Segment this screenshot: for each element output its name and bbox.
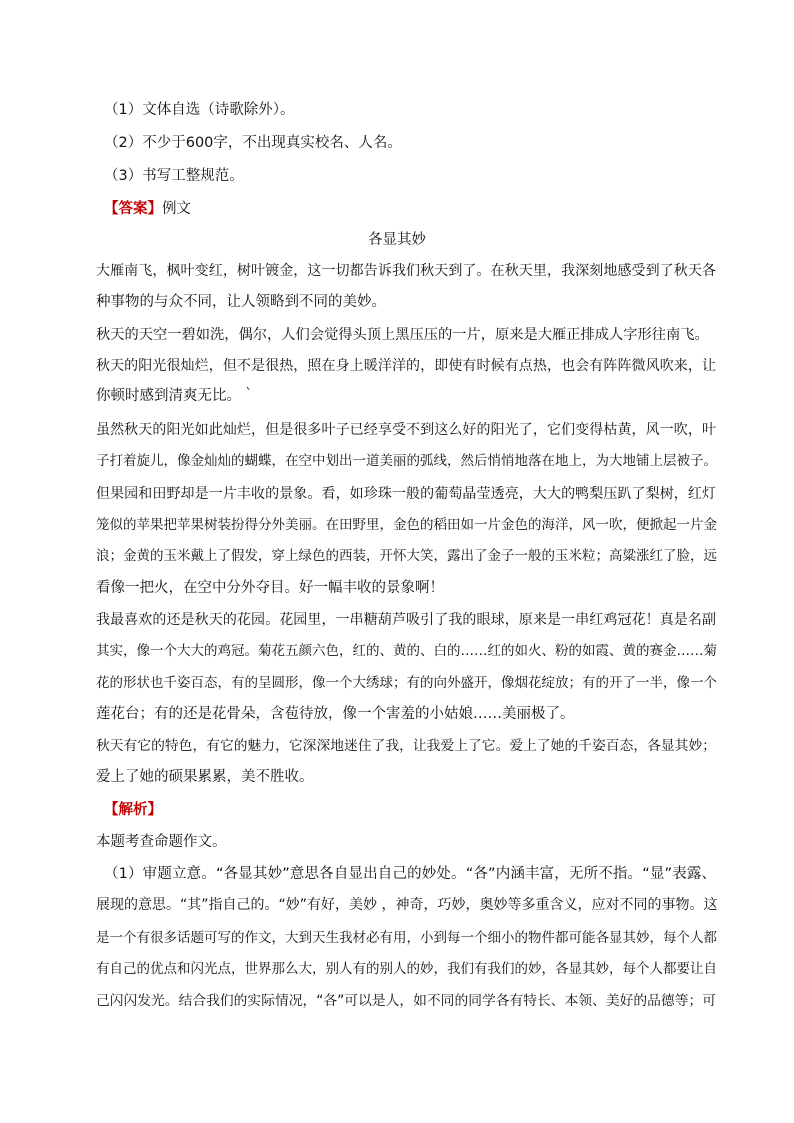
- essay-line: 秋天的天空一碧如洗，偶尔，人们会觉得头顶上黑压压的一片，原来是大雁正排成人字形往南飞。: [96, 327, 709, 343]
- essay-line: 浪；金黄的玉米戴上了假发，穿上绿色的西装，开怀大笑，露出了金子一般的玉米粒；高粱涨红了脸，远: [96, 548, 717, 564]
- essay-line: 爱上了她的硕果累累，美不胜收。: [96, 769, 314, 785]
- analysis-line: 己闪闪发光。结合我们的实际情况，“各”可以是人，如不同的同学各有特长、本领、美好的品德等；可: [96, 993, 716, 1009]
- essay-line: 虽然秋天的阳光如此灿烂，但是很多叶子已经享受不到这么好的阳光了，它们变得枯黄，风一吹，叶: [96, 422, 716, 438]
- analysis-line: 展现的意思。“其”指自己的。“妙”有好，美妙 ，神奇，巧妙，奥妙等多重含义，应对不同的事物。这: [96, 897, 718, 913]
- analysis-line: 有自己的优点和闪光点，世界那么大，别人有的别人的妙，我们有我们的妙，各显其妙，每个人都要让自: [96, 961, 717, 977]
- essay-line: 看像一把火，在空中分外夺目。好一幅丰收的景象啊！: [96, 580, 444, 596]
- requirement-3: （3）书写工整规范。: [104, 168, 244, 184]
- requirement-1: （1）文体自选（诗歌除外）。: [104, 102, 295, 118]
- essay-line: 笼似的苹果把苹果树装扮得分外美丽。在田野里，金色的稻田如一片金色的海洋，风一吹，便掀起一片金: [96, 517, 717, 533]
- essay-line: 我最喜欢的还是秋天的花园。花园里，一串糖葫芦吸引了我的眼球，原来是一串红鸡冠花！真是名副: [96, 612, 716, 628]
- analysis-tag: 【解析】: [104, 802, 162, 818]
- essay-line: 种事物的与众不同，让人领略到不同的美妙。: [96, 294, 386, 310]
- analysis-line: （1）审题立意。“各显其妙”意思各自显出自己的妙处。“各”内涵丰富，无所不指。“显”表露、: [104, 866, 716, 882]
- essay-line: 花的形状也千姿百态，有的呈圆形，像一个大绣球；有的向外盛开，像烟花绽放；有的开了一半，像一个: [96, 675, 717, 691]
- answer-label: 例文: [162, 201, 191, 217]
- essay-line: 秋天的阳光很灿烂，但不是很热，照在身上暖洋洋的，即使有时候有点热，也会有阵阵微风吹来，让: [96, 358, 716, 374]
- essay-line: 但果园和田野却是一片丰收的景象。看，如珍珠一般的葡萄晶莹透亮，大大的鸭梨压趴了梨树，红灯: [96, 486, 716, 502]
- requirement-2: （2）不少于600字，不出现真实校名、人名。: [104, 135, 402, 151]
- answer-heading: [104, 199, 724, 219]
- essay-line: 其实，像一个大大的鸡冠。菊花五颜六色，红的、黄的、白的……红的如火、粉的如霞、黄的赛金……菊: [96, 643, 717, 659]
- analysis-heading: [104, 800, 724, 820]
- essay-title: 各显其妙: [368, 232, 426, 248]
- analysis-line: 本题考查命题作文。: [96, 834, 227, 850]
- essay-line: 秋天有它的特色，有它的魅力，它深深地迷住了我，让我爱上了它。爱上了她的千姿百态，各显其妙；: [96, 738, 716, 754]
- essay-line: 你顿时感到清爽无比。｀: [96, 388, 256, 404]
- essay-line: 莲花台；有的还是花骨朵，含苞待放，像一个害羞的小姑娘……美丽极了。: [96, 706, 575, 722]
- essay-line: 子打着旋儿，像金灿灿的蝴蝶，在空中划出一道美丽的弧线，然后悄悄地落在地上，为大地铺上层被子。: [96, 453, 717, 469]
- answer-tag: 【答案】: [104, 201, 162, 217]
- analysis-line: 是一个有很多话题可写的作文，大到天生我材必有用，小到每一个细小的物件都可能各显其妙，每个人都: [96, 930, 717, 946]
- essay-line: 大雁南飞，枫叶变红，树叶镀金，这一切都告诉我们秋天到了。在秋天里，我深刻地感受到了秋天各: [96, 263, 716, 279]
